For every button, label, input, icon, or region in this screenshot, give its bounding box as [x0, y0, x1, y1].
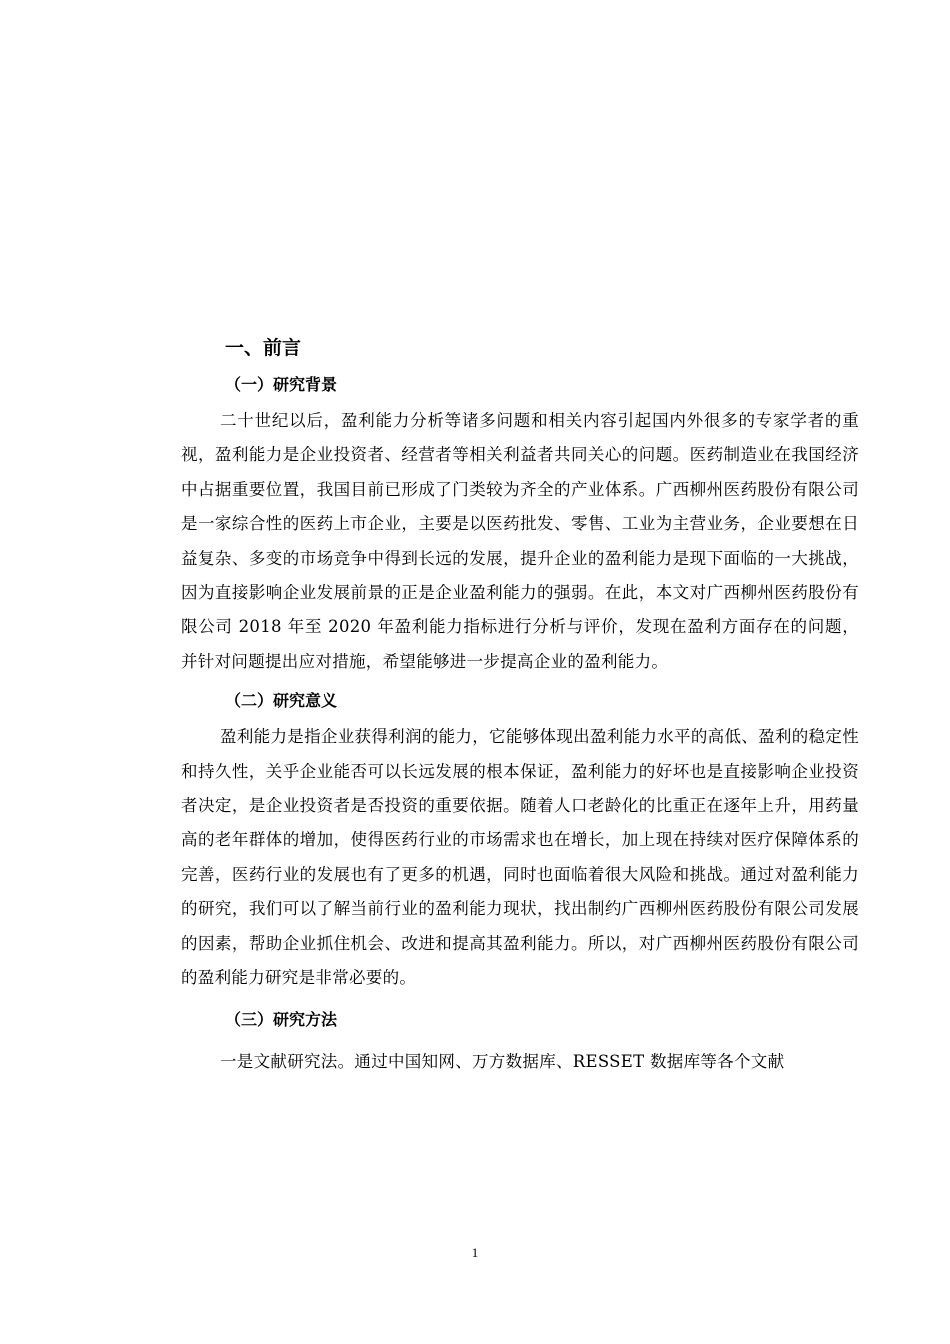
section-title-significance: （二）研究意义 — [225, 691, 338, 711]
section-body-methods: 一是文献研究法。通过中国知网、万方数据库、RESSET 数据库等各个文献 — [220, 1051, 785, 1071]
section-title-methods: （三）研究方法 — [225, 1009, 338, 1029]
section-body-significance: 盈利能力是指企业获得利润的能力，它能够体现出盈利能力水平的高低、盈利的稳定性和持久性，关乎企业能否可以长远发展的根本保证，盈利能力的好坏也是直接影响企业投资者决定，是企业投资者是否投资的重要依据。随着人口老龄化的比重正在逐年上升，用药量高的老年群体的增加，使得医药行业的市场需求也在增长，加上现在持续对医疗保障体系的完善，医药行业的发展也有了更多的机遇，同时也面临着很大风险和挑战。通过对盈利能力的研究，我们可以了解当前行业的盈利能力现状，找出制约广西柳州医药股份有限公司发展的因素，帮助企业抓住机会、改进和提高其盈利能力。所以，对广西柳州医药股份有限公司的盈利能力研究是非常必要的。 — [181, 727, 859, 988]
page-number: 1 — [471, 1245, 479, 1260]
section-title-background: （一）研究背景 — [225, 375, 338, 394]
chapter-heading: 一、前言 — [225, 337, 302, 359]
section-body-background: 二十世纪以后，盈利能力分析等诸多问题和相关内容引起国内外很多的专家学者的重视，盈利能力是企业投资者、经营者等相关利益者共同关心的问题。医药制造业在我国经济中占据重要位置，我国目前已形成了门类较为齐全的产业体系。广西柳州医药股份有限公司是一家综合性的医药上市企业，主要是以医药批发、零售、工业为主营业务，企业要想在日益复杂、多变的市场竞争中得到长远的发展，提升企业的盈利能力是现下面临的一大挑战，因为直接影响企业发展前景的正是企业盈利能力的强弱。在此，本文对广西柳州医药股份有限公司 2018 年至 2020 年盈利能力指标进行分析与评价，发现在盈利方面存在的问题，并针对问题提出应对措施，希望能够进一步提高企业的盈利能力。 — [181, 411, 859, 671]
document-body — [181, 330, 859, 1079]
